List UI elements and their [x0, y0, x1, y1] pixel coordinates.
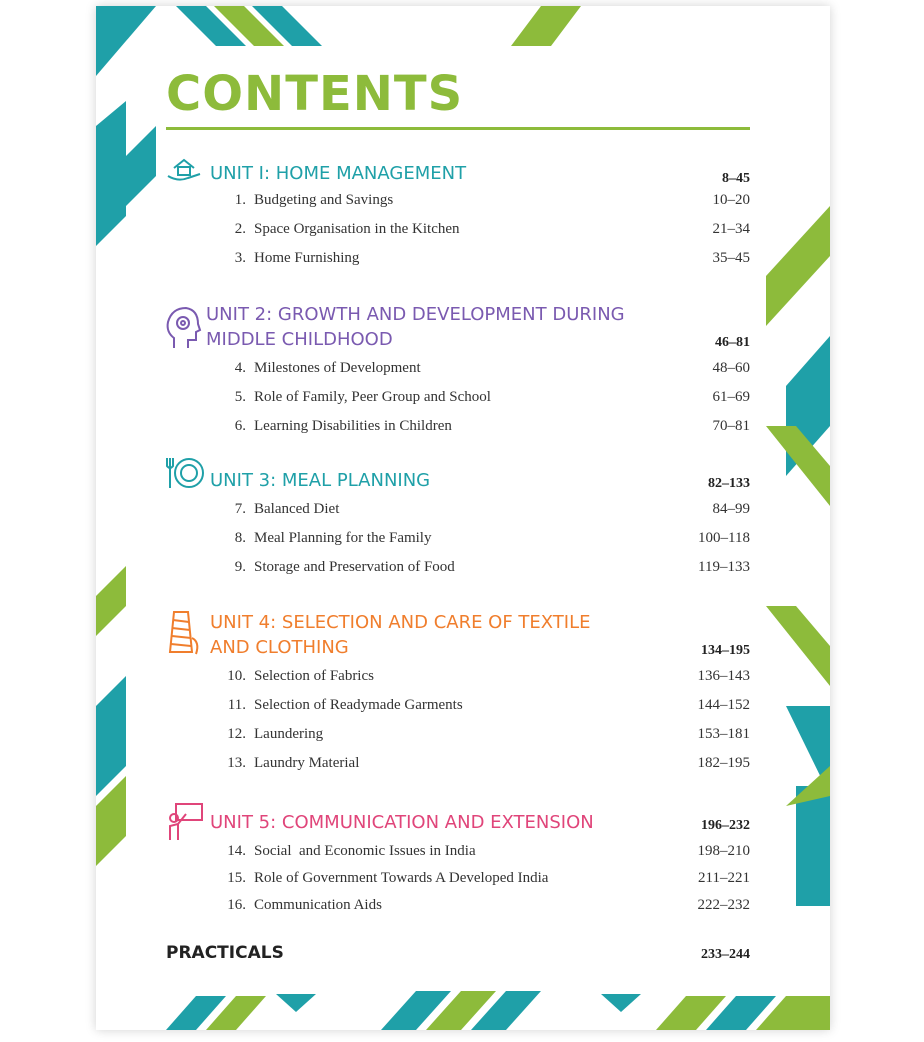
unit-2-pages: 46–81 [715, 335, 750, 350]
chapter-row [222, 530, 750, 552]
chapter-title: Meal Planning for the Family [254, 530, 432, 546]
chapter-number: 15. [227, 870, 246, 886]
chapter-pages: 222–232 [697, 897, 750, 913]
unit-1-title: UNIT I: HOME MANAGEMENT [210, 163, 467, 184]
unit-1-pages: 8–45 [722, 171, 750, 186]
chapter-row [222, 755, 750, 777]
chapter-row [222, 501, 750, 523]
presentation-board-icon [166, 802, 206, 842]
chapter-number: 14. [227, 843, 246, 859]
chapter-title: Selection of Fabrics [254, 668, 374, 684]
chapter-pages: 70–81 [712, 418, 750, 434]
chapter-title: Role of Family, Peer Group and School [254, 389, 491, 405]
chapter-title: Role of Government Towards A Developed India [254, 870, 549, 886]
unit-2-title: UNIT 2: GROWTH AND DEVELOPMENT DURING MIDDLE CHILDHOOD [206, 304, 625, 350]
chapter-number: 7. [234, 501, 246, 517]
chapter-number: 16. [227, 897, 246, 913]
chapter-row [222, 726, 750, 748]
chapter-title: Learning Disabilities in Children [254, 418, 452, 434]
chapter-title: Milestones of Development [254, 360, 421, 376]
chapter-pages: 84–99 [712, 501, 750, 517]
chapter-pages: 119–133 [698, 559, 750, 575]
chapter-pages: 21–34 [712, 221, 750, 237]
chapter-row [222, 250, 750, 272]
practicals-heading: PRACTICALS [166, 943, 284, 963]
chapter-number: 2. [234, 221, 246, 237]
chapter-number: 5. [234, 389, 246, 405]
chapter-row [222, 668, 750, 690]
chapter-title: Laundering [254, 726, 324, 742]
practicals-pages: 233–244 [701, 947, 750, 962]
chapter-title: Social and Economic Issues in India [254, 843, 476, 859]
chapter-number: 1. [234, 192, 246, 208]
chapter-row [222, 221, 750, 243]
chapter-number: 3. [234, 250, 246, 266]
chapter-pages: 182–195 [697, 755, 750, 771]
chapter-pages: 48–60 [712, 360, 750, 376]
unit-5-title: UNIT 5: COMMUNICATION AND EXTENSION [210, 812, 594, 833]
unit-3-pages: 82–133 [708, 476, 750, 491]
contents-page [96, 6, 830, 1030]
chapter-row [222, 697, 750, 719]
chapter-row [222, 843, 750, 865]
chapter-row [222, 192, 750, 214]
chapter-number: 13. [227, 755, 246, 771]
home-hand-icon [166, 154, 204, 184]
unit-4-pages: 134–195 [701, 643, 750, 658]
chapter-title: Selection of Readymade Garments [254, 697, 463, 713]
chapter-pages: 100–118 [698, 530, 750, 546]
chapter-pages: 35–45 [712, 250, 750, 266]
page-title: CONTENTS [166, 66, 464, 122]
chapter-pages: 61–69 [712, 389, 750, 405]
chapter-number: 11. [227, 697, 246, 713]
chapter-pages: 153–181 [697, 726, 750, 742]
unit-4-title: UNIT 4: SELECTION AND CARE OF TEXTILE AND CLOTHING [210, 612, 591, 658]
chapter-number: 9. [234, 559, 246, 575]
thread-spool-icon [166, 608, 202, 658]
chapter-row [222, 389, 750, 411]
chapter-title: Storage and Preservation of Food [254, 559, 455, 575]
chapter-pages: 144–152 [697, 697, 750, 713]
chapter-number: 8. [234, 530, 246, 546]
head-gears-icon [164, 304, 202, 352]
chapter-title: Space Organisation in the Kitchen [254, 221, 460, 237]
chapter-pages: 198–210 [697, 843, 750, 859]
chapter-number: 10. [227, 668, 246, 684]
chapter-title: Home Furnishing [254, 250, 360, 266]
meal-plate-icon [164, 454, 206, 492]
chapter-pages: 136–143 [697, 668, 750, 684]
chapter-title: Balanced Diet [254, 501, 340, 517]
chapter-number: 4. [234, 360, 246, 376]
chapter-pages: 211–221 [698, 870, 750, 886]
chapter-row [222, 360, 750, 382]
chapter-title: Budgeting and Savings [254, 192, 394, 208]
chapter-title: Laundry Material [254, 755, 360, 771]
chapter-title: Communication Aids [254, 897, 382, 913]
title-divider [166, 127, 750, 130]
chapter-number: 6. [234, 418, 246, 434]
chapter-pages: 10–20 [712, 192, 750, 208]
chapter-row [222, 559, 750, 581]
unit-3-title: UNIT 3: MEAL PLANNING [210, 470, 431, 491]
chapter-row [222, 897, 750, 919]
unit-5-pages: 196–232 [701, 818, 750, 833]
chapter-number: 12. [227, 726, 246, 742]
chapter-row [222, 418, 750, 440]
chapter-row [222, 870, 750, 892]
